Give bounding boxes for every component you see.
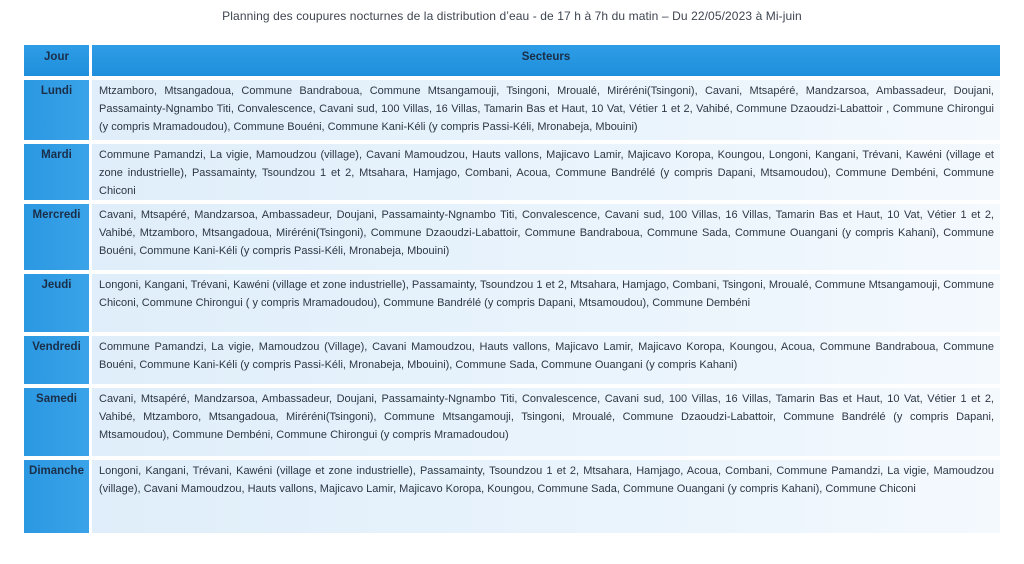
day-cell: Lundi (24, 80, 92, 144)
table-row-mardi (24, 144, 1000, 204)
day-cell: Jeudi (24, 274, 92, 336)
table-header (24, 45, 1000, 80)
schedule-table (24, 45, 1000, 537)
day-cell: Mardi (24, 144, 92, 204)
table-row-vendredi (24, 336, 1000, 388)
table-row-jeudi (24, 274, 1000, 336)
table-row-dimanche (24, 460, 1000, 537)
column-header-sectors: Secteurs (92, 45, 1000, 80)
sectors-cell: Commune Pamandzi, La vigie, Mamoudzou (Village), Cavani Mamoudzou, Hauts vallons, Majicavo Lamir, Majicavo Koropa, Koungou, Acoua, Commune Bandraboua, Commune Bouéni, Commune Kani-Kéli (y compris Passi-Kéli, Mronabeja, Mbouini), Commune Sada, Commune Ouangani (y compris Kahani) (92, 336, 1000, 388)
day-cell: Vendredi (24, 336, 92, 388)
table-row-mercredi (24, 204, 1000, 274)
day-cell: Mercredi (24, 204, 92, 274)
day-cell: Samedi (24, 388, 92, 460)
sectors-cell: Longoni, Kangani, Trévani, Kawéni (village et zone industrielle), Passamainty, Tsoundzou 1 et 2, Mtsahara, Hamjago, Acoua, Combani, Commune Pamandzi, La vigie, Mamoudzou (village), Cavani Mamoudzou, Hauts vallons, Majicavo Lamir, Majicavo Koropa, Koungou, Commune Sada, Commune Ouangani (y compris Kahani), Commune Chiconi (92, 460, 1000, 537)
sectors-cell: Commune Pamandzi, La vigie, Mamoudzou (village), Cavani Mamoudzou, Hauts vallons, Majicavo Lamir, Majicavo Koropa, Koungou, Longoni, Kangani, Trévani, Kawéni (village et zone industrielle), Passamainty, Tsoundzou 1 et 2, Mtsahara, Hamjago, Combani, Acoua, Commune Bandrélé (y compris Dapani, Mtsamoudou), Commune Dembéni, Commune Chiconi (92, 144, 1000, 204)
document-title: Planning des coupures nocturnes de la distribution d’eau - de 17 h à 7h du matin – Du 22/05/2023 à Mi-juin (222, 9, 802, 23)
sectors-cell: Cavani, Mtsapéré, Mandzarsoa, Ambassadeur, Doujani, Passamainty-Ngnambo Titi, Convalescence, Cavani sud, 100 Villas, 16 Villas, Tamarin Bas et Haut, 10 Vat, Vétier 1 et 2, Vahibé, Mtzamboro, Mtsangadoua, Miréréni(Tsingoni), Commune Dzaoudzi-Labattoir, Commune Bandraboua, Commune Sada, Commune Ouangani (y compris Kahani), Commune Bouéni, Commune Kani-Kéli (y compris Passi-Kéli, Mronabeja, Mbouini) (92, 204, 1000, 274)
table-row-samedi (24, 388, 1000, 460)
table-row-lundi (24, 80, 1000, 144)
table-body (24, 80, 1000, 537)
sectors-cell: Longoni, Kangani, Trévani, Kawéni (village et zone industrielle), Passamainty, Tsoundzou 1 et 2, Mtsahara, Hamjago, Combani, Tsingoni, Mroualé, Commune Mtsangamouji, Commune Chiconi, Commune Chirongui ( y compris Mramadoudou), Commune Bandrélé (y compris Dapani, Mtsamoudou), Commune Dembéni (92, 274, 1000, 336)
column-header-day: Jour (24, 45, 92, 80)
sectors-cell: Cavani, Mtsapéré, Mandzarsoa, Ambassadeur, Doujani, Passamainty-Ngnambo Titi, Convalescence, Cavani sud, 100 Villas, 16 Villas, Tamarin Bas et Haut, 10 Vat, Vétier 1 et 2, Vahibé, Mtzamboro, Mtsangadoua, Miréréni(Tsingoni), Commune Mtsangamouji, Tsingoni, Mroualé, Commune Dzaoudzi-Labattoir, Commune Bandrélé (y compris Dapani, Mtsamoudou), Commune Dembéni, Commune Chirongui (y compris Mramadoudou) (92, 388, 1000, 460)
sectors-cell: Mtzamboro, Mtsangadoua, Commune Bandraboua, Commune Mtsangamouji, Tsingoni, Mroualé, Miréréni(Tsingoni), Cavani, Mtsapéré, Mandzarsoa, Ambassadeur, Doujani, Passamainty-Ngnambo Titi, Convalescence, Cavani sud, 100 Villas, 16 Villas, Tamarin Bas et Haut, 10 Vat, Vétier 1 et 2, Vahibé, Commune Dzaoudzi-Labattoir , Commune Chirongui (y compris Mramadoudou), Commune Bouéni, Commune Kani-Kéli (y compris Passi-Kéli, Mronabeja, Mbouini) (92, 80, 1000, 144)
header-row (24, 45, 1000, 80)
day-cell: Dimanche (24, 460, 92, 537)
